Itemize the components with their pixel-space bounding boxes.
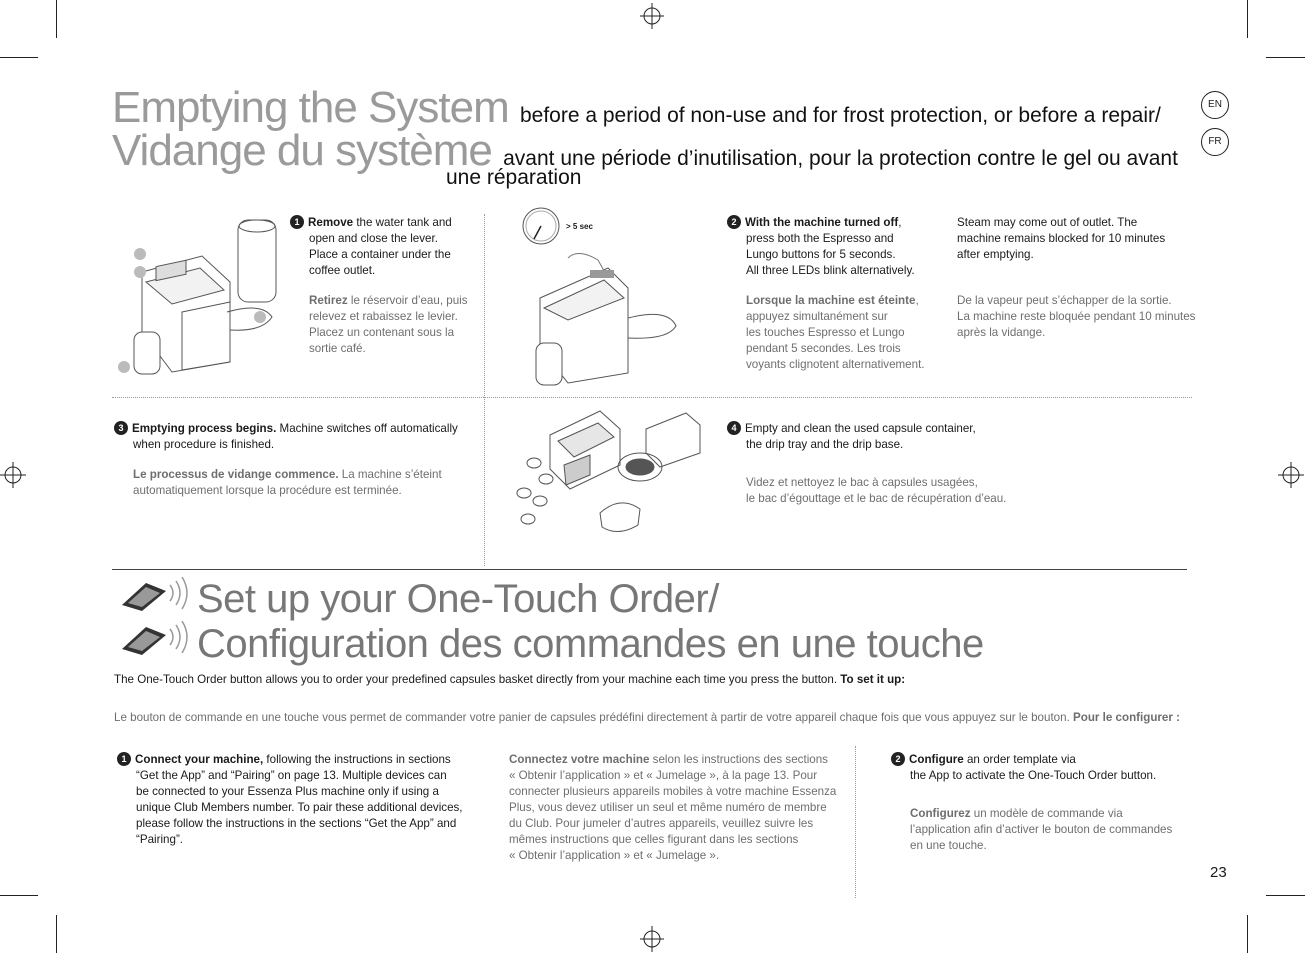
c1-en-bold: Connect your machine,: [135, 753, 264, 766]
step3-en-bold: Emptying process begins.: [132, 422, 277, 435]
c1-fr-1: selon les instructions des sections: [649, 753, 828, 766]
step3-fr-bold: Le processus de vidange commence.: [133, 468, 339, 481]
crop-mark: [1266, 57, 1305, 58]
c1-fr-5: du Club. Pour jumeler d’autres appareils, veuillez suivre les: [509, 817, 814, 830]
subtitle-fr-cont: une réparation: [446, 166, 582, 189]
c2-fr-1: un modèle de commande via: [970, 807, 1123, 820]
note-en-1: Steam may come out of outlet. The: [957, 216, 1138, 229]
c1-en-4: unique Club Members number. To pair these additional devices,: [136, 801, 463, 814]
onetouch-title-fr: Configuration des commandes en une touche: [197, 622, 984, 666]
step2-en-bold: With the machine turned off: [745, 216, 899, 229]
c1-en-5: please follow the instructions in the sections “Get the App” and: [136, 817, 457, 830]
page-title-en: Emptying the System: [112, 83, 509, 132]
c1-en-6: “Pairing”.: [136, 833, 184, 846]
page-number: 23: [1210, 864, 1227, 881]
divider: [855, 746, 856, 898]
step3-fr-1: La machine s’éteint: [338, 468, 442, 481]
step2-en-4: All three LEDs blink alternatively.: [746, 264, 915, 277]
c1-fr-7: « Obtenir l’application » et « Jumelage ».: [509, 849, 720, 862]
phone-icon: [114, 621, 190, 657]
step1-en-bold: Remove: [308, 216, 354, 229]
config-step-1-en: [117, 752, 463, 848]
subtitle-fr: avant une période d’inutilisation, pour la protection contre le gel ou avant: [503, 147, 1178, 170]
title-fr-row: [112, 126, 1178, 181]
step2-en-3: Lungo buttons for 5 seconds.: [746, 248, 896, 261]
c1-fr-6: mêmes instructions que celles figurant dans les sections: [509, 833, 799, 846]
step-3: [114, 421, 458, 499]
note-fr-2: La machine reste bloquée pendant 10 minutes: [957, 310, 1196, 323]
config-step-number-2: 2: [891, 752, 905, 766]
c2-fr-3: en une touche.: [910, 839, 987, 852]
step4-fr-2: le bac d’égouttage et le bac de récupération d’eau.: [746, 492, 1007, 505]
crop-mark: [0, 57, 38, 58]
step1-fr-2: relevez et rabaissez le levier.: [309, 310, 458, 323]
divider: [112, 397, 1192, 398]
crop-mark: [1266, 895, 1305, 896]
c1-fr-3: connecter plusieurs appareils mobiles à votre machine Essenza: [509, 785, 837, 798]
crop-mark: [56, 915, 57, 953]
step2-en-1: ,: [898, 216, 902, 229]
step-2-note: [957, 215, 1195, 341]
step-4: [727, 421, 1006, 507]
registration-mark-icon: [640, 926, 664, 952]
step-number-4: 4: [727, 421, 741, 435]
c2-en-bold: Configure: [909, 753, 964, 766]
step-number-1: 1: [290, 215, 304, 229]
step4-en-2: the drip tray and the drip base.: [746, 438, 904, 451]
intro-fr: [114, 711, 1180, 724]
c1-fr-4: Plus, vous devez utiliser un seul et même numéro de membre: [509, 801, 827, 814]
intro-en: [114, 673, 905, 686]
step2-fr-5: voyants clignotent alternativement.: [746, 358, 925, 371]
step-1: [290, 215, 468, 357]
step2-fr-1: ,: [915, 294, 919, 307]
step3-en-2: when procedure is finished.: [133, 438, 275, 451]
subtitle-en: before a period of non-use and for frost protection, or before a repair/: [519, 104, 1161, 127]
note-en-3: after emptying.: [957, 248, 1034, 261]
step1-fr-4: sortie café.: [309, 342, 366, 355]
c1-fr-bold: Connectez votre machine: [509, 753, 650, 766]
crop-mark: [56, 0, 57, 38]
step1-fr-1: le réservoir d’eau, puis: [347, 294, 468, 307]
lang-badge-fr: FR: [1201, 128, 1229, 156]
step2-fr-2: appuyez simultanément sur: [746, 310, 888, 323]
step4-fr-1: Videz et nettoyez le bac à capsules usagées,: [746, 476, 978, 489]
c2-en-1: an order template via: [963, 753, 1076, 766]
step2-fr-3: les touches Espresso et Lungo: [746, 326, 905, 339]
capsule-container-illustration: [510, 405, 710, 555]
registration-mark-icon: [640, 3, 664, 29]
step2-fr-bold: Lorsque la machine est éteinte: [746, 294, 916, 307]
intro-fr-bold: Pour le configurer :: [1073, 711, 1180, 724]
step2-fr-4: pendant 5 secondes. Les trois: [746, 342, 901, 355]
crop-mark: [0, 895, 38, 896]
timer-label: > 5 sec: [566, 222, 593, 231]
intro-en-text: The One-Touch Order button allows you to order your predefined capsules basket directly from your machine each time you press the button.: [114, 673, 838, 686]
c1-en-1: following the instructions in sections: [263, 753, 451, 766]
lang-badge-en: EN: [1201, 91, 1229, 119]
crop-mark: [1247, 915, 1248, 953]
machine-tank-illustration: [112, 212, 292, 387]
machine-buttons-illustration: [528, 238, 688, 390]
step1-en-3: Place a container under the: [309, 248, 451, 261]
crop-mark: [1247, 0, 1248, 38]
intro-en-bold: To set it up:: [840, 673, 906, 686]
c1-en-3: be connected to your Essenza Plus machine only if using a: [136, 785, 439, 798]
step1-fr-bold: Retirez: [309, 294, 348, 307]
divider: [484, 214, 485, 566]
c1-fr-2: « Obtenir l’application » et « Jumelage », à la page 13. Pour: [509, 769, 818, 782]
registration-mark-icon: [1278, 462, 1304, 488]
phone-icon: [114, 577, 190, 613]
config-step-number-1: 1: [117, 752, 131, 766]
page-title-fr: Vidange du système: [112, 126, 492, 175]
step1-fr-3: Placez un contenant sous la: [309, 326, 455, 339]
onetouch-title-en: Set up your One-Touch Order/: [197, 577, 719, 621]
config-step-2: [891, 752, 1172, 854]
c1-en-2: “Get the App” and “Pairing” on page 13. Multiple devices can: [136, 769, 447, 782]
step1-en-2: open and close the lever.: [309, 232, 438, 245]
c2-fr-bold: Configurez: [910, 807, 971, 820]
note-fr-1: De la vapeur peut s’échapper de la sortie.: [957, 294, 1172, 307]
step1-en-1: the water tank and: [353, 216, 452, 229]
step-number-2: 2: [727, 215, 741, 229]
step4-en-1: Empty and clean the used capsule container,: [745, 422, 976, 435]
step3-fr-2: automatiquement lorsque la procédure est terminée.: [133, 484, 402, 497]
section-rule: [112, 569, 1187, 570]
c2-fr-2: l’application afin d’activer le bouton de commandes: [910, 823, 1173, 836]
step3-en-1: Machine switches off automatically: [276, 422, 458, 435]
step-number-3: 3: [114, 421, 128, 435]
step-2: [727, 215, 925, 373]
intro-fr-text: Le bouton de commande en une touche vous permet de commander votre panier de capsules prédéfini directement à partir de votre appareil chaque fois que vous appuyez sur le bouton.: [114, 711, 1070, 724]
registration-mark-icon: [0, 462, 26, 488]
c2-en-2: the App to activate the One-Touch Order button.: [910, 769, 1157, 782]
note-fr-3: après la vidange.: [957, 326, 1046, 339]
step2-en-2: press both the Espresso and: [746, 232, 894, 245]
step1-en-4: coffee outlet.: [309, 264, 376, 277]
note-en-2: machine remains blocked for 10 minutes: [957, 232, 1166, 245]
config-step-1-fr: [509, 752, 836, 864]
